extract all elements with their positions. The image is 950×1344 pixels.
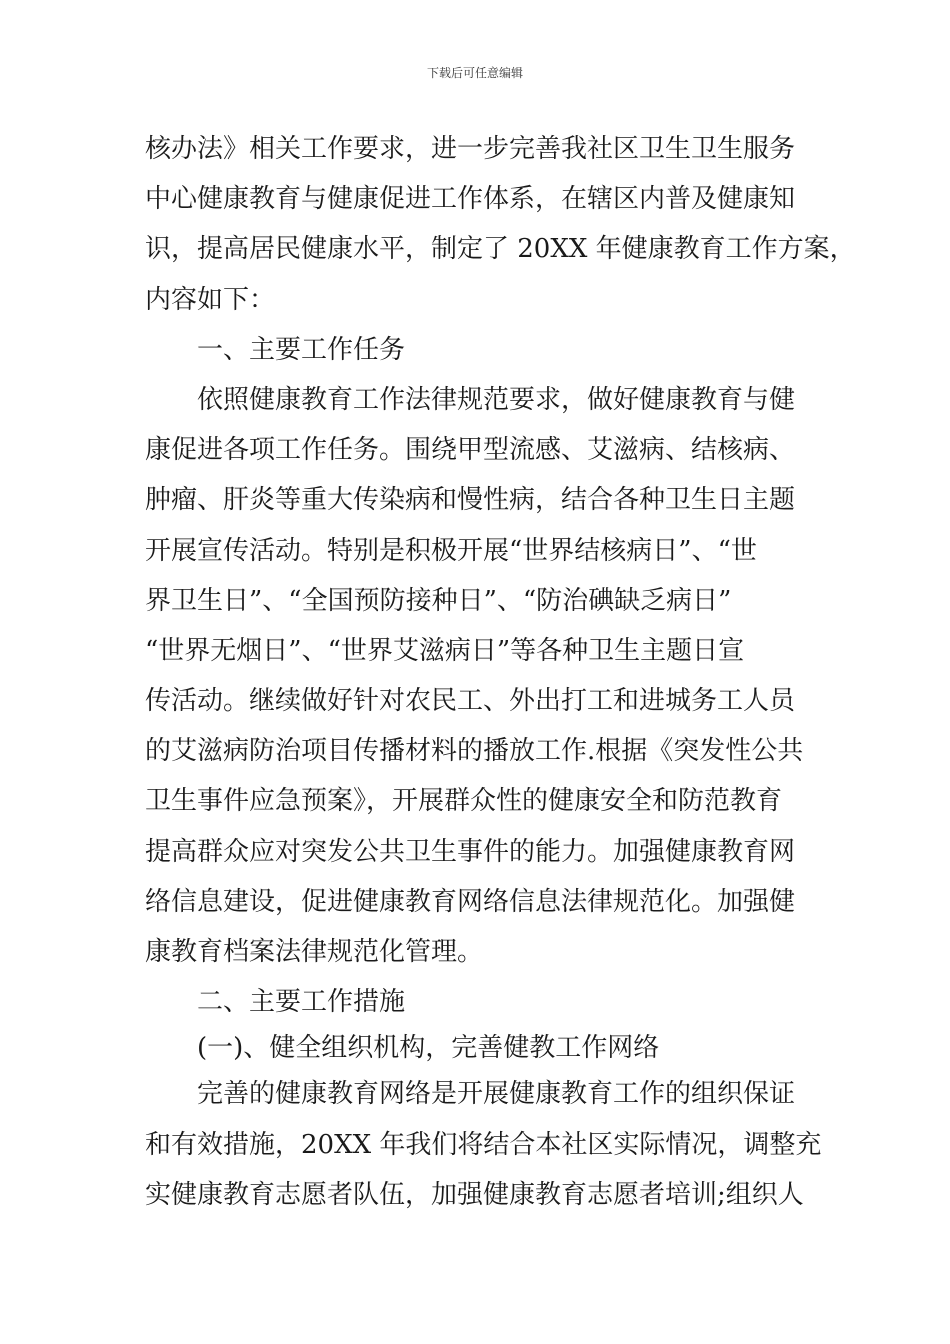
subsection-heading: (一)、健全组织机构，完善健教工作网络: [197, 1033, 660, 1064]
paragraph-line: 肿瘤、肝炎等重大传染病和慢性病，结合各种卫生日主题: [145, 485, 796, 516]
section-heading: 一、主要工作任务: [197, 334, 406, 365]
paragraph-line: “世界无烟日”、“世界艾滋病日”等各种卫生主题日宣: [145, 635, 745, 666]
document-body: [145, 124, 856, 1220]
paragraph-line: 界卫生日”、“全国预防接种日”、“防治碘缺乏病日”: [145, 585, 732, 616]
paragraph-line: 的艾滋病防治项目传播材料的播放工作.根据《突发性公共: [145, 736, 804, 767]
paragraph-line: 卫生事件应急预案》，开展群众性的健康安全和防范教育: [145, 786, 783, 817]
paragraph-line: 内容如下：: [145, 284, 276, 315]
paragraph-line: 和有效措施，20XX 年我们将结合本社区实际情况，调整充: [145, 1129, 822, 1160]
paragraph-line: 完善的健康教育网络是开展健康教育工作的组织保证: [197, 1079, 796, 1110]
paragraph-line: 络信息建设，促进健康教育网络信息法律规范化。加强健: [145, 886, 796, 917]
paragraph-line: 核办法》相关工作要求，进一步完善我社区卫生卫生服务: [145, 134, 796, 164]
paragraph-line: 实健康教育志愿者队伍，加强健康教育志愿者培训;组织人: [145, 1179, 804, 1210]
paragraph-line: 开展宣传活动。特别是积极开展“世界结核病日”、“世: [145, 535, 757, 566]
paragraph-line: 康教育档案法律规范化管理。: [145, 937, 484, 967]
paragraph-line: 提高群众应对突发公共卫生事件的能力。加强健康教育网: [145, 836, 796, 867]
paragraph-line: 传活动。继续做好针对农民工、外出打工和进城务工人员: [145, 686, 796, 717]
paragraph-line: 康促进各项工作任务。围绕甲型流感、艾滋病、结核病、: [145, 435, 796, 466]
page-header: 下载后可任意编辑: [426, 66, 523, 80]
paragraph-line: 识，提高居民健康水平，制定了 20XX 年健康教育工作方案，: [145, 234, 856, 265]
paragraph-line: 中心健康教育与健康促进工作体系，在辖区内普及健康知: [145, 184, 796, 215]
section-heading: 二、主要工作措施: [197, 987, 406, 1018]
paragraph-line: 依照健康教育工作法律规范要求，做好健康教育与健: [197, 384, 796, 415]
